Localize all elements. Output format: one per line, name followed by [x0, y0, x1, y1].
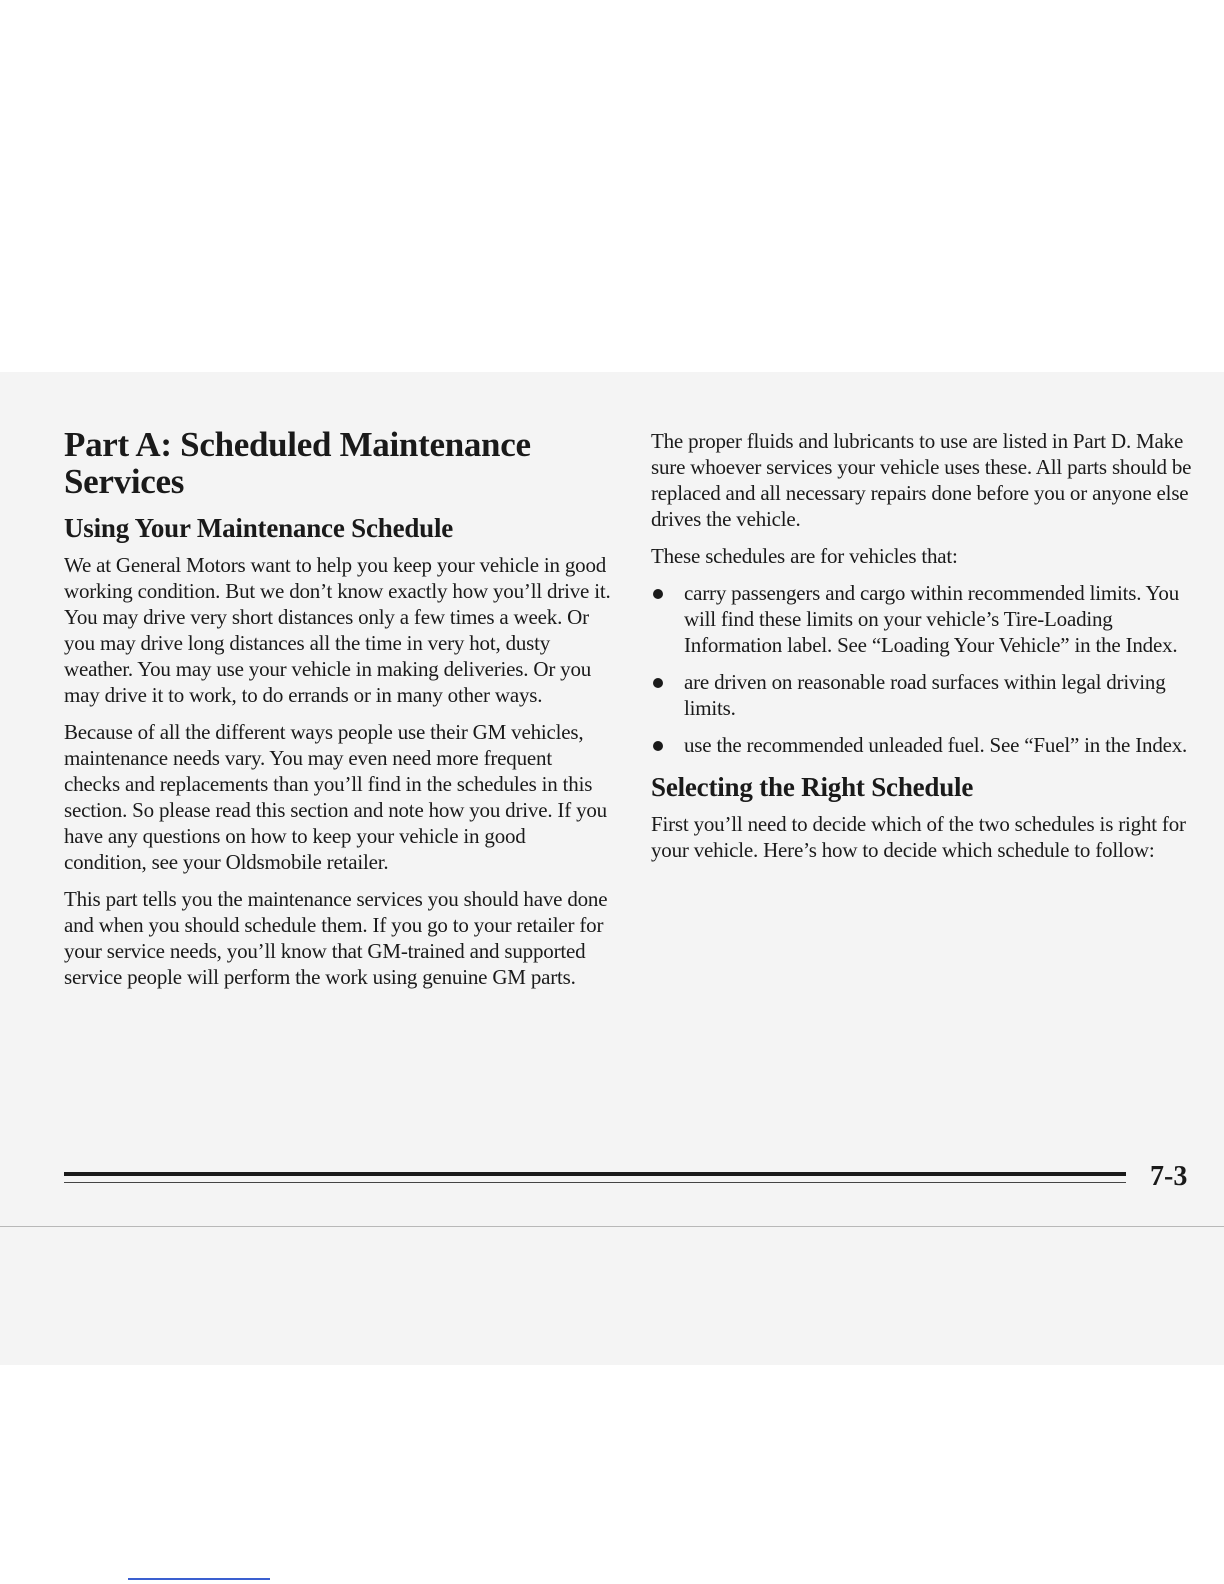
page-edge-divider [0, 1226, 1224, 1227]
paragraph-this-part: This part tells you the maintenance services you should have done and when you should schedule them. If you go to your retailer for your service needs, you’ll know that GM-trained and supported service people will perform the work using genuine GM parts. [64, 887, 608, 989]
list-item-text: are driven on reasonable road surfaces within legal driving limits. [684, 670, 1166, 720]
page-number: 7-3 [1150, 1161, 1188, 1192]
bullet-dot-icon [653, 678, 663, 688]
paragraph-maintenance-needs: Because of all the different ways people use their GM vehicles, maintenance needs vary. You may even need more frequent checks and replacements than you’ll find in the schedules in this section. So please read this section and note how you drive. If you have any questions on how to keep your vehicle in good condition, see your Oldsmobile retailer. [64, 720, 607, 874]
list-item-text: carry passengers and cargo within recommended limits. You will find these limits on your vehicle’s Tire-Loading Information label. See “Loading Your Vehicle” in the Index. [684, 581, 1180, 657]
paragraph-intro: We at General Motors want to help you keep your vehicle in good working condition. But we don’t know exactly how you’ll drive it. You may drive very short distances only a few times a week. Or you may drive long distances all the time in very hot, dusty weather. You may use your vehicle in making deliveries. Or you may drive it to work, to do errands or in many other ways. [64, 553, 611, 707]
paragraph-fluids: The proper fluids and lubricants to use are listed in Part D. Make sure whoever services your vehicle uses these. All parts should be replaced and all necessary repairs done before you or anyone else drives the vehicle. [651, 429, 1192, 531]
section-title-selecting-schedule: Selecting the Right Schedule [651, 772, 974, 802]
corner-mark [128, 1578, 270, 1580]
section-title-using-schedule: Using Your Maintenance Schedule [64, 513, 454, 543]
bullet-dot-icon [653, 741, 663, 751]
footer-rule-thin [64, 1182, 1126, 1183]
vehicle-conditions-list [651, 580, 1196, 758]
bullet-dot-icon [653, 589, 663, 599]
paragraph-decide-schedule: First you’ll need to decide which of the two schedules is right for your vehicle. Here’s how to decide which schedule to follow: [651, 812, 1186, 862]
list-item-text: use the recommended unleaded fuel. See “Fuel” in the Index. [684, 733, 1188, 757]
right-column [651, 428, 1196, 874]
footer-rule [64, 1172, 1126, 1176]
part-title: Part A: Scheduled Maintenance Services [64, 425, 531, 501]
paragraph-schedules-for: These schedules are for vehicles that: [651, 544, 958, 568]
list-item [651, 669, 1196, 721]
list-item [651, 732, 1196, 758]
list-item [651, 580, 1196, 658]
left-column [64, 426, 612, 1001]
